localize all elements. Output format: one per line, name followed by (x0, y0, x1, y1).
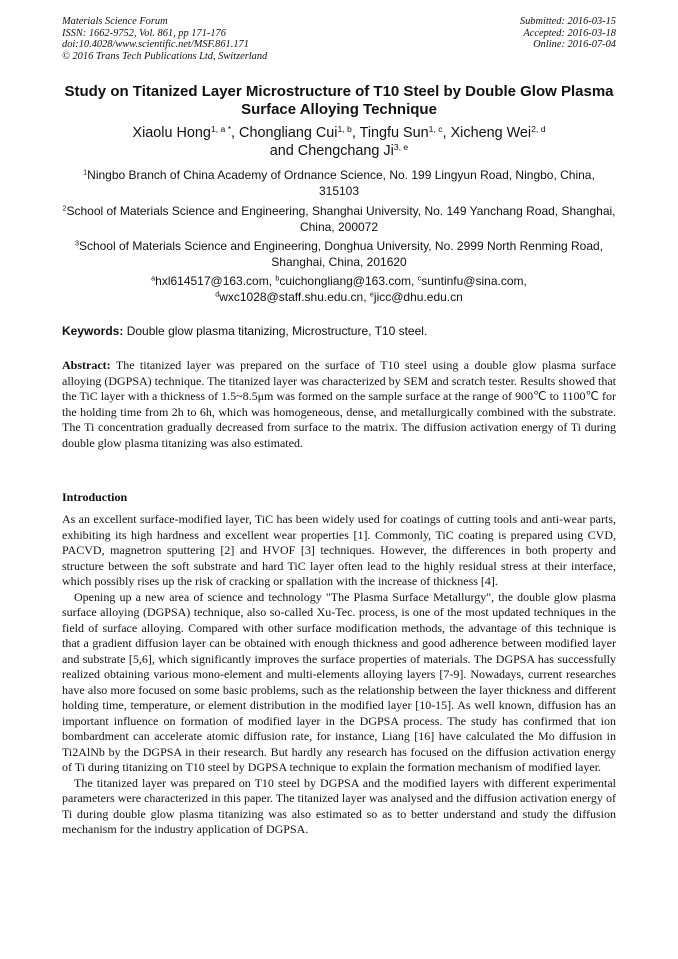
author-mark: 1, a * (210, 123, 232, 134)
affiliation-text: School of Materials Science and Engineering, Donghua University, No. 2999 North Renming Road, Shanghai, China, 201620 (78, 239, 604, 269)
email-link[interactable]: suntinfu@sina.com (421, 274, 524, 288)
abstract-label: Abstract: (62, 358, 111, 372)
email-link[interactable]: hxl614517@163.com (155, 274, 269, 288)
affiliation-text: Ningbo Branch of China Academy of Ordnance Science, No. 199 Lingyun Road, Ningbo, China, 315103 (87, 168, 595, 198)
abstract-text: The titanized layer was prepared on the surface of T10 steel using a double glow plasma surface alloying (DGPSA) technique. The titanized layer was characterized by SEM and scratch tester. Results showed that the TiC layer with a thickness of 1.5~8.5μm was formed on the sample surface at the range of 900℃ to 1100℃ for the holding time from 2h to 6h, which was homogeneous, dense, and metallurgically combined with the substrate. The Ti concentration gradually decreased from surface to the matrix. The diffusion activation energy of Ti during double glow plasma titanizing was also estimated. (62, 358, 616, 450)
email-link[interactable]: wxc1028@staff.shu.edu.cn (219, 290, 364, 304)
affiliation-2 (62, 203, 616, 235)
paragraph: The titanized layer was prepared on T10 steel by DGPSA and the modified layers with different experimental parameters were characterized in this paper. The titanized layer was analysed and the diffusion activation energy of Ti during double glow plasma titanizing was also estimated so as to better understand and study the diffusion mechanism for the industry application of DGPSA. (62, 775, 616, 836)
journal-issn: ISSN: 1662-9752, Vol. 861, pp 171-176 (62, 27, 226, 39)
journal-doi: doi:10.4028/www.scientific.net/MSF.861.171 (62, 39, 249, 51)
author-mark: 1, b (337, 123, 352, 134)
email-link[interactable]: cuichongliang@163.com (279, 274, 412, 288)
author-name: Chengchang Ji (297, 143, 394, 159)
abstract (62, 358, 616, 451)
journal-copyright: © 2016 Trans Tech Publications Ltd, Switzerland (62, 50, 268, 62)
online-date: Online: 2016-07-04 (533, 39, 616, 51)
email-link[interactable]: jicc@dhu.edu.cn (373, 290, 463, 304)
affiliation-text: School of Materials Science and Engineering, Shanghai University, No. 149 Yanchang Road, Shanghai, China, 200072 (66, 204, 616, 234)
email-mark: b (275, 273, 280, 283)
email-mark: a (151, 273, 156, 283)
introduction-heading: Introduction (62, 490, 128, 504)
author-list: Xiaolu Hong$^{1, a *}$, Chongliang Cui$^{1, b}$, Tingfu Sun$^{1, c}$, Xicheng Wei$^{2, d}$ and Chengchang Ji$^{3, e}$ (132, 123, 546, 159)
affiliation-mark: 2 (62, 203, 67, 213)
journal-info (62, 16, 267, 62)
keywords-text: Double glow plasma titanizing, Microstructure, T10 steel. (126, 324, 428, 338)
email-mark: e (369, 289, 374, 299)
author-mark: 1, c (428, 123, 443, 134)
journal-name: Materials Science Forum (62, 16, 168, 27)
email-mark: c (417, 273, 422, 283)
email-list: $^a$hxl614517@163.com, $^b$cuichongliang@163.com, $^c$suntinfu@sina.com, $^d$wxc1028@staff.shu.edu.cn, $^e$jicc@dhu.edu.cn (151, 273, 527, 304)
author-name: Tingfu Sun (359, 125, 429, 141)
affiliation-mark: 1 (83, 167, 88, 177)
affiliation-1 (62, 167, 616, 199)
paragraph: Opening up a new area of science and technology "The Plasma Surface Metallurgy", the double glow plasma surface alloying (DGPSA) technique, also so-called Xu-Tec. process, is one of the most updated techniques in the field of surface alloying. Compared with other surface modification methods, the advantage of this technique is that a gradient diffusion layer can be obtained with enough thickness and good adherence between modified layer and substrate [5,6], which significantly improves the surface properties of materials. The DGPSA has successfully realized obtaining various mono-element and multi-elements alloying layers [7-9]. Nowadays, current researches have also more focused on some basic problems, such as the relationship between the layer thickness and different holding time, temperature, or element distribution in the modified layer [10-15]. As well known, diffusion has an important influence on formation of modified layer in the DGPSA process. The study has confirmed that ion bombardment can accelerate atomic diffusion rate, for instance, Liang [16] have calculated the Mo diffusion in Ti2AlNb by the DGPSA in their research. But hardly any research has focused on the diffusion activation energy of Ti during titanizing on T10 steel by DGPSA technique to explain the formation mechanism of modified layer. (62, 589, 616, 774)
paper-title: Study on Titanized Layer Microstructure of T10 Steel by Double Glow Plasma Surface Alloying Technique (64, 83, 614, 118)
author-mark: 3, e (393, 141, 409, 152)
author-name: Xiaolu Hong (132, 125, 211, 141)
keywords (62, 323, 616, 339)
keywords-label: Keywords: (62, 324, 124, 338)
paragraph: As an excellent surface-modified layer, TiC has been widely used for coatings of cutting tools and anti-wear parts, exhibiting its high hardness and excellent wear properties [1]. Commonly, TiC coating is prepared using CVD, PACVD, magnetron sputtering [2] and HVOF [3] techniques. However, the differences in both property and structure between the soft substrate and hard TiC layer often lead to the highly residual stress at their interface, which possibly rises up the risk of cracking or spallation with the increase of thickness [4]. (62, 512, 616, 588)
author-mark: 2, d (531, 123, 546, 134)
author-name: Chongliang Cui (239, 125, 338, 141)
submission-dates (520, 16, 616, 51)
author-name: Xicheng Wei (450, 125, 532, 141)
introduction-body (62, 512, 616, 838)
accepted-date: Accepted: 2016-03-18 (523, 27, 616, 39)
affiliation-mark: 3 (74, 238, 79, 248)
email-mark: d (215, 289, 220, 299)
submitted-date: Submitted: 2016-03-15 (519, 16, 616, 27)
affiliation-3 (62, 238, 616, 270)
